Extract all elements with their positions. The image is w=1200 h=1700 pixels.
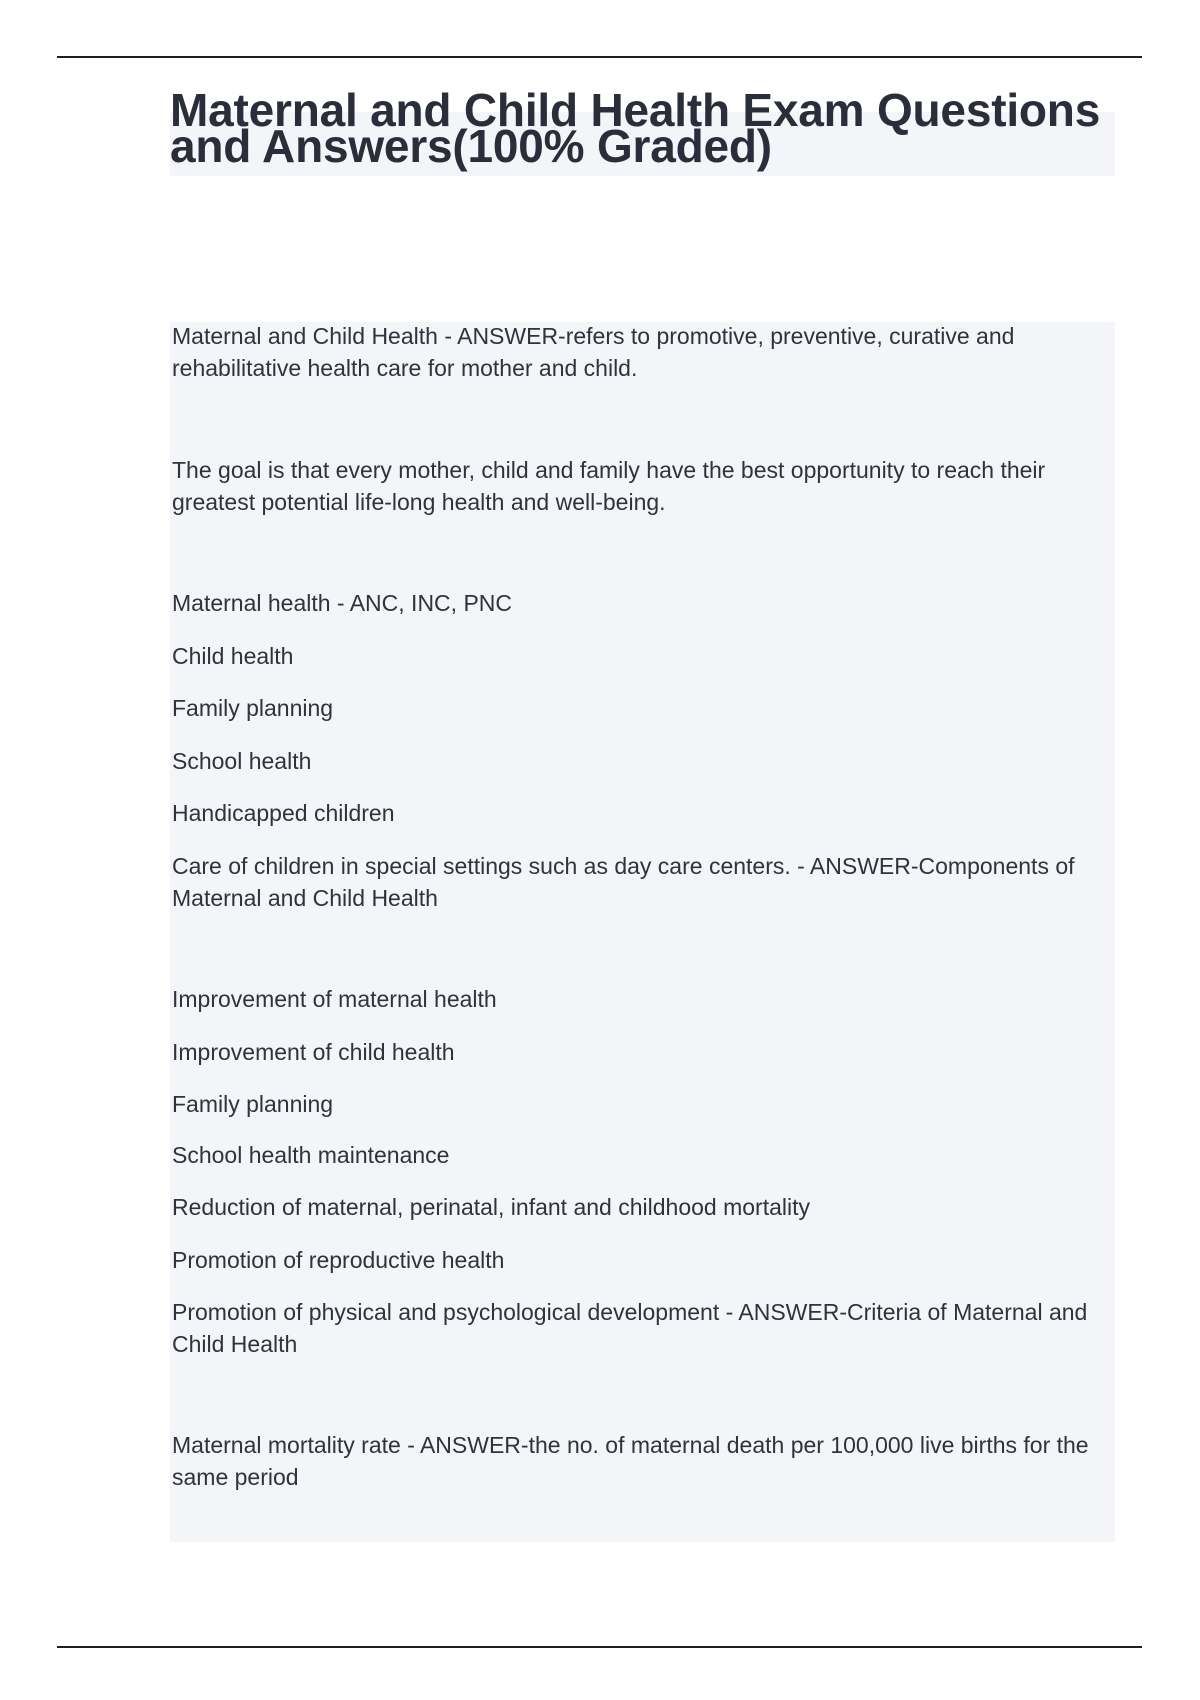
list-item: Improvement of child health [172, 1039, 455, 1065]
document-title: Maternal and Child Health Exam Questions and Answers(100% Graded) [170, 84, 1101, 172]
list-item: Child health [172, 643, 294, 669]
paragraph-mch-definition: Maternal and Child Health - ANSWER-refers to promotive, preventive, curative and rehabilitative health care for mother and child. [172, 323, 1015, 381]
top-rule [57, 56, 1142, 58]
list-item: Family planning [172, 1091, 334, 1117]
paragraph-goal: The goal is that every mother, child and family have the best opportunity to reach their greatest potential life-long health and well-being. [172, 457, 1046, 515]
paragraph-mmr-answer: Maternal mortality rate - ANSWER-the no. of maternal death per 100,000 live births for the same period [172, 1432, 1089, 1490]
bottom-rule [57, 1646, 1142, 1648]
list-item: School health [172, 748, 312, 774]
list-item: Handicapped children [172, 800, 395, 826]
list-item: Maternal health - ANC, INC, PNC [172, 590, 513, 616]
list-item: Family planning [172, 695, 334, 721]
list-item: Improvement of maternal health [172, 986, 497, 1012]
list-item: School health maintenance [172, 1142, 450, 1168]
list-item: Reduction of maternal, perinatal, infant and childhood mortality [172, 1194, 810, 1220]
paragraph-components-answer: Care of children in special settings such as day care centers. - ANSWER-Components of Maternal and Child Health [172, 853, 1075, 911]
list-item: Promotion of reproductive health [172, 1247, 505, 1273]
paragraph-criteria-answer: Promotion of physical and psychological development - ANSWER-Criteria of Maternal and Child Health [172, 1299, 1088, 1357]
